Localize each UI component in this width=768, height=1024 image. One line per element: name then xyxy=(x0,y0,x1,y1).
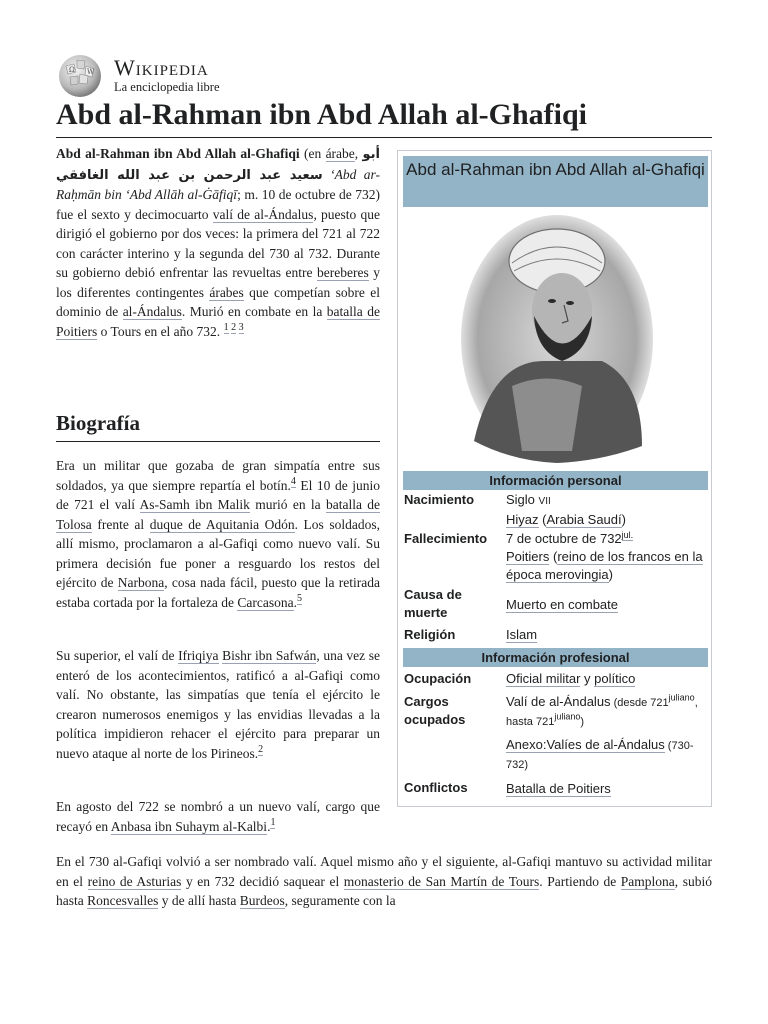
infobox-section-personal: Información personal xyxy=(403,471,708,490)
value-fallecimiento xyxy=(506,530,706,584)
link-anbasa[interactable]: Anbasa ibn Suhaym al-Kalbi xyxy=(110,818,268,834)
text: , seguramente con la xyxy=(284,893,396,908)
link-hiyaz[interactable]: Hiyaz xyxy=(506,512,539,527)
value-ocupacion xyxy=(506,670,706,688)
link-batalla-poitiers[interactable]: batalla de Poitiers xyxy=(56,304,380,339)
bio-paragraph-2 xyxy=(56,646,380,763)
link-bishr[interactable]: Bishr ibn Safwán xyxy=(222,648,317,663)
text: juliano xyxy=(668,692,695,703)
link-vali[interactable]: valí de al-Ándalus xyxy=(212,206,314,222)
intro-paragraph xyxy=(56,144,380,341)
text xyxy=(323,167,330,182)
link-islam[interactable]: Islam xyxy=(506,627,538,642)
label-conflictos: Conflictos xyxy=(404,780,468,795)
link-anexo-valies[interactable]: Anexo:Valíes de al-Ándalus xyxy=(506,737,665,752)
text: , xyxy=(354,146,363,161)
wikipedia-globe-icon xyxy=(56,52,106,98)
text: Su superior, el valí de xyxy=(56,648,179,663)
infobox-section-profesional: Información profesional xyxy=(403,648,708,667)
value-anexo xyxy=(506,736,706,774)
link-monasterio-tours[interactable]: monasterio de San Martín de Tours xyxy=(343,873,540,889)
label-cargos: Cargos ocupados xyxy=(404,694,466,727)
text: . xyxy=(267,818,271,834)
value-cargos xyxy=(506,693,706,731)
text: , hasta 721 xyxy=(506,697,698,728)
link-batalla-poitiers-infobox[interactable]: Batalla de Poitiers xyxy=(506,781,611,796)
reference-4[interactable]: 4 xyxy=(290,476,296,487)
text: murió en la xyxy=(249,497,326,512)
reference-3[interactable]: 3 xyxy=(238,322,244,333)
text: que competían sobre el dominio de xyxy=(56,284,380,319)
svg-text:Ω: Ω xyxy=(69,66,75,74)
text: Era un militar que gozaba de gran simpatía entre sus soldados, ya que siempre repartía el botín. xyxy=(56,458,380,493)
arabic-name: أبو سعيد عبد الرحمن بن عبد الله الغافقي xyxy=(56,147,380,183)
text: frente al xyxy=(91,516,150,532)
link-juliano[interactable]: jul. xyxy=(621,529,634,540)
link-duque-aquitania[interactable]: duque de Aquitania Odón xyxy=(149,516,295,532)
value-religion xyxy=(506,626,706,644)
text: juliano xyxy=(554,711,581,722)
infobox-title: Abd al-Rahman ibn Abd Allah al-Ghafiqi xyxy=(403,156,708,207)
text: , puesto que dirigió el gobierno por dos veces: la primera del 721 al 722 con carácter interino y la segunda del 730 al 732. Durante su gobierno debió enfrentar las revueltas entre xyxy=(56,206,380,280)
link-as-samh[interactable]: As-Samh ibn Malik xyxy=(139,497,250,512)
text: ) xyxy=(621,512,626,527)
site-logo[interactable] xyxy=(56,52,316,98)
text: Valí de al-Ándalus xyxy=(506,694,611,709)
text: (desde 721 xyxy=(610,697,669,709)
link-reino-asturias[interactable]: reino de Asturias xyxy=(87,873,182,889)
text: (730-732) xyxy=(506,740,694,771)
text: 7 de octubre de 732 xyxy=(506,531,622,546)
text: ; m. 10 de octubre de 732) fue el sexto y decimocuarto xyxy=(56,187,380,222)
text: , cosa nada fácil, puesto que la retirada estaba cortada por la fortaleza de xyxy=(56,575,380,610)
bio-paragraph-3 xyxy=(56,797,380,836)
text: Siglo xyxy=(506,492,539,507)
page-title: Abd al-Rahman ibn Abd Allah al-Ghafiqi xyxy=(56,98,588,131)
infobox xyxy=(397,150,712,807)
section-divider xyxy=(56,441,380,442)
text: , una vez se enteró de los acontecimientos, ratificó a al-Gafiqi como valí. No obstante, las simpatías que tenía el ejército le crearon numerosos enemigos y las envidias llevadas a la política impidieron rehacer el ejército para preparar un nuevo ataque al norte de los Pirineos. xyxy=(56,648,381,761)
century-numeral: VII xyxy=(538,496,551,507)
text: ) xyxy=(608,567,613,582)
text: . Partiendo de xyxy=(539,873,621,889)
section-heading-biografia: Biografía xyxy=(56,411,140,435)
link-burdeos[interactable]: Burdeos xyxy=(239,893,285,908)
text: . Murió en combate en la xyxy=(181,304,327,319)
wikipedia-wordmark: Wikipedia xyxy=(114,55,209,80)
link-ifriqiya[interactable]: Ifriqiya xyxy=(178,648,219,663)
text: ( xyxy=(549,549,558,564)
label-causa-muerte: Causa de muerte xyxy=(404,587,462,620)
link-carcasona[interactable]: Carcasona xyxy=(237,594,294,610)
link-arabia-saudi[interactable]: Arabia Saudí xyxy=(546,512,622,527)
label-fallecimiento: Fallecimiento xyxy=(404,531,488,546)
portrait-image[interactable] xyxy=(452,211,662,466)
text: El 10 de junio de 721 el valí xyxy=(56,477,380,512)
link-reino-francos[interactable]: reino de los francos en la época merovingia xyxy=(506,549,703,582)
text: , subió hasta xyxy=(56,873,712,908)
link-roncesvalles[interactable]: Roncesvalles xyxy=(87,893,159,908)
label-ocupacion: Ocupación xyxy=(404,671,472,686)
text: ) xyxy=(580,716,585,728)
text: y de allí hasta xyxy=(158,893,240,908)
text: y en 732 decidió saquear el xyxy=(181,873,344,889)
reference-1[interactable]: 1 xyxy=(223,322,229,333)
bio-paragraph-1 xyxy=(56,456,380,612)
text: (en xyxy=(299,146,326,161)
link-oficial-militar[interactable]: Oficial militar xyxy=(506,671,581,686)
link-poitiers[interactable]: Poitiers xyxy=(506,549,550,564)
text: . xyxy=(293,594,298,610)
text: y los diferentes contingentes xyxy=(56,265,380,300)
link-bereberes[interactable]: bereberes xyxy=(317,265,369,280)
reference-1b[interactable]: 1 xyxy=(270,817,276,828)
svg-text:W: W xyxy=(87,68,95,76)
link-batalla-tolosa[interactable]: batalla de Tolosa xyxy=(56,497,381,532)
reference-2b[interactable]: 2 xyxy=(258,744,264,755)
label-nacimiento: Nacimiento xyxy=(404,492,475,507)
link-politico[interactable]: político xyxy=(594,671,636,686)
reference-2[interactable]: 2 xyxy=(231,322,237,333)
link-pamplona[interactable]: Pamplona xyxy=(620,873,675,889)
value-causa-muerte xyxy=(506,596,706,614)
text: . Los soldados, allí mismo, proclamaron a al-Gafiqi como nuevo valí. Su primera decisión fue poner a resguardo los restos del ejército de xyxy=(56,516,380,590)
transliteration: ‘Abd ar-Raḥmān bin ‘Abd Allāh al-Ġāfiqī xyxy=(56,166,380,202)
intro-subject-name: Abd al-Rahman ibn Abd Allah al-Ghafiqi xyxy=(56,146,300,161)
link-arabes[interactable]: árabes xyxy=(209,284,244,300)
wikipedia-tagline: La enciclopedia libre xyxy=(114,80,220,94)
link-muerto-combate[interactable]: Muerto en combate xyxy=(506,597,619,612)
value-conflictos xyxy=(506,780,706,798)
value-nacimiento xyxy=(506,491,706,529)
link-al-andalus[interactable]: al-Ándalus xyxy=(122,304,182,319)
text: En agosto del 722 se nombró a un nuevo valí, cargo que recayó en xyxy=(56,799,380,834)
reference-5[interactable]: 5 xyxy=(297,593,303,604)
bio-paragraph-4 xyxy=(56,852,712,911)
text: ( xyxy=(538,512,547,527)
title-divider xyxy=(56,137,712,138)
text: En el 730 al-Gafiqi volvió a ser nombrado valí. Aquel mismo año y el siguiente, al-Gafiqi mantuvo su actividad militar en el xyxy=(56,854,712,889)
label-religion: Religión xyxy=(404,627,456,642)
text: o Tours en el año 732. xyxy=(97,323,224,339)
text: y xyxy=(580,671,595,686)
link-narbona[interactable]: Narbona xyxy=(117,575,165,590)
link-arabe[interactable]: árabe xyxy=(325,146,355,161)
